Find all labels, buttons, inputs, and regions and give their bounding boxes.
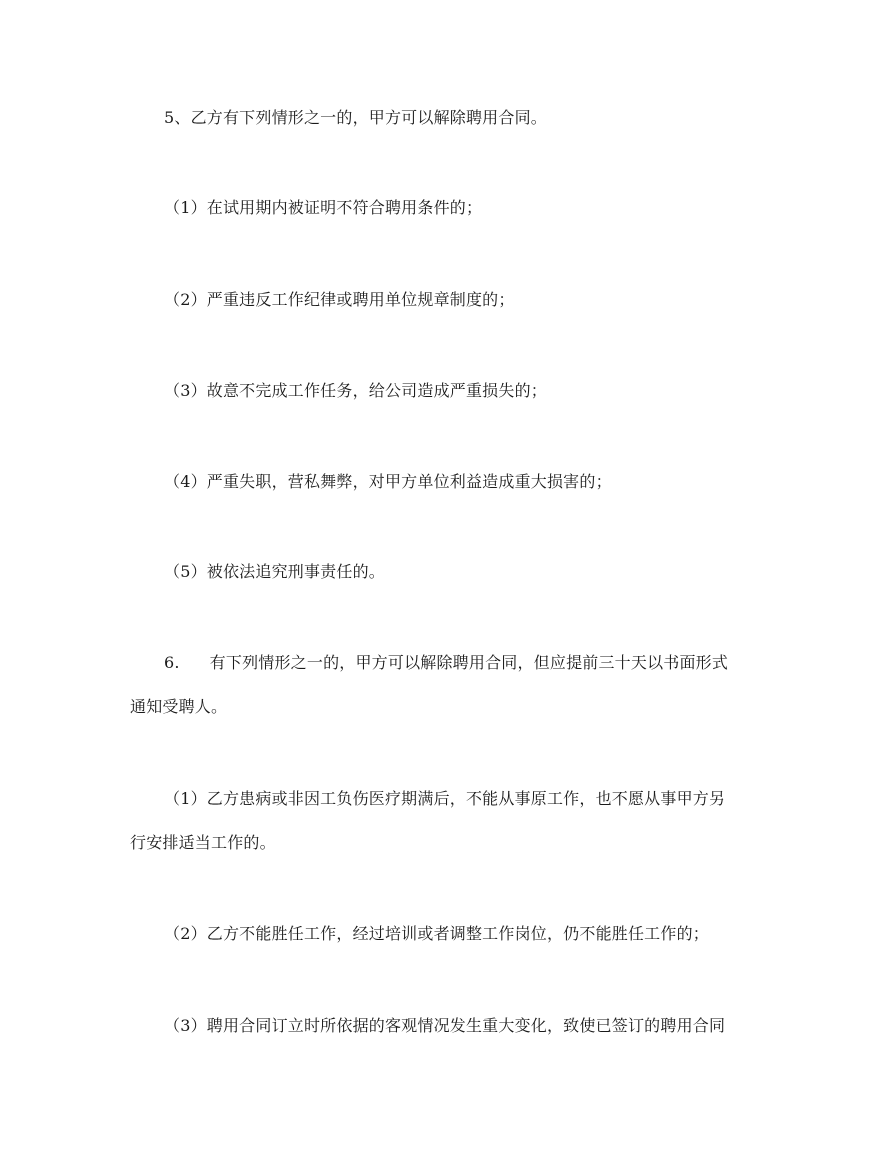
clause-5-item-1: （1）在试用期内被证明不符合聘用条件的； — [164, 198, 483, 217]
clause-6-title-line-1 — [164, 653, 728, 673]
clause-5-item-2: （2）严重违反工作纪律或聘用单位规章制度的； — [164, 290, 515, 309]
clause-5-item-3: （3）故意不完成工作任务，给公司造成严重损失的； — [164, 381, 547, 400]
clause-5-item-5: （5）被依法追究刑事责任的。 — [164, 562, 385, 581]
clause-6-item-1-line-1: （1）乙方患病或非因工负伤医疗期满后，不能从事原工作，也不愿从事甲方另 — [164, 789, 726, 808]
clause-6-item-3-line-1: （3）聘用合同订立时所依据的客观情况发生重大变化，致使已签订的聘用合同 — [164, 1016, 726, 1035]
clause-6-title-text: 有下列情形之一的，甲方可以解除聘用合同，但应提前三十天以书面形式 — [209, 653, 729, 672]
clause-6-number: 6. — [164, 653, 180, 672]
clause-6-item-2: （2）乙方不能胜任工作，经过培训或者调整工作岗位，仍不能胜任工作的； — [164, 924, 709, 943]
clause-6-title-line-2: 通知受聘人。 — [130, 697, 228, 716]
clause-6-item-1-line-2: 行安排适当工作的。 — [130, 833, 276, 852]
clause-5-item-4: （4）严重失职，营私舞弊，对甲方单位利益造成重大损害的； — [164, 472, 612, 491]
clause-5-title: 5、乙方有下列情形之一的，甲方可以解除聘用合同。 — [164, 108, 547, 127]
